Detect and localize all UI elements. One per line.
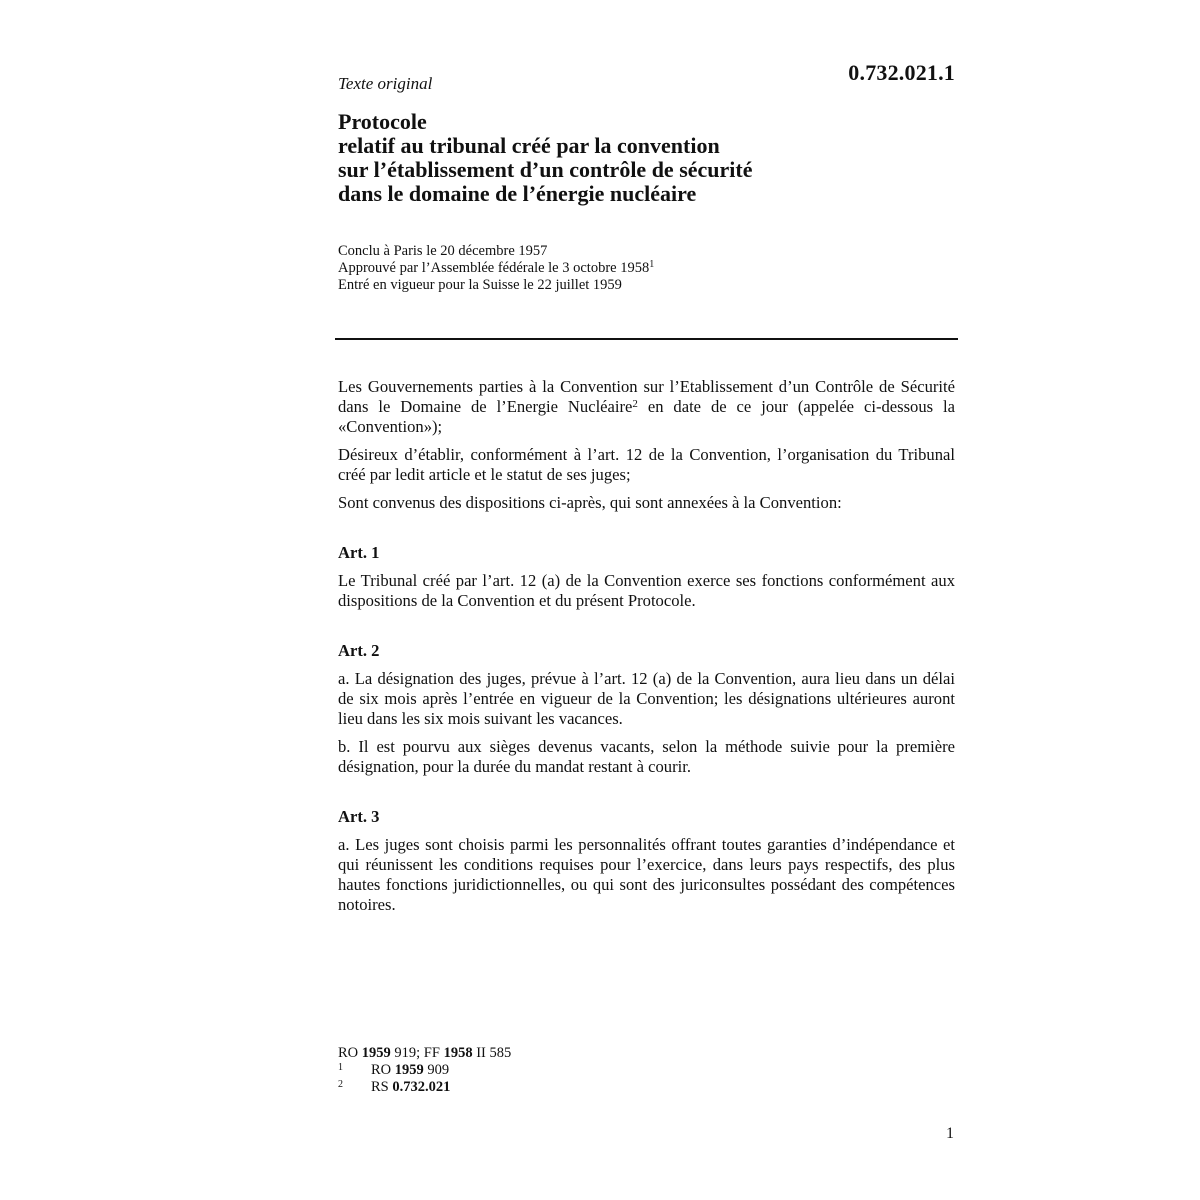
section-divider bbox=[335, 338, 958, 340]
title-line: Protocole bbox=[338, 109, 427, 134]
footnote-number: 2 bbox=[338, 1079, 343, 1090]
document-body bbox=[338, 377, 955, 923]
preamble-paragraph: Sont convenus des dispositions ci-après, qui sont annexées à la Convention: bbox=[338, 493, 842, 512]
article-2-paragraph-a: a. La désignation des juges, prévue à l’art. 12 (a) de la Convention, aura lieu dans un délai de six mois après l’entrée en vigueur de la Convention; les désignations ultérieures auront lieu dans les six mois suivant les vacances. bbox=[338, 669, 955, 728]
preamble-paragraph: Désireux d’établir, conformément à l’art. 12 de la Convention, l’organisation du Tribunal créé par ledit article et le statut de ses juges; bbox=[338, 445, 955, 484]
preamble-paragraph: Les Gouvernements parties à la Convention sur l’Etablissement d’un Contrôle de Sécurité dans le Domaine de l’Energie Nucléaire$^2$ en date de ce jour (appelée ci-dessous la «Convention»); bbox=[338, 377, 955, 436]
entry-into-force-date: Entré en vigueur pour la Suisse le 22 juillet 1959 bbox=[338, 277, 622, 293]
article-2-title: Art. 2 bbox=[338, 641, 380, 660]
footnote-2: 2 RS 0.732.021 bbox=[338, 1079, 511, 1096]
concluded-date: Conclu à Paris le 20 décembre 1957 bbox=[338, 243, 548, 259]
footnotes bbox=[338, 1045, 511, 1096]
page-number: 1 bbox=[946, 1125, 954, 1142]
document-metadata bbox=[338, 243, 654, 294]
footnote-ref[interactable]: 1 bbox=[649, 259, 655, 270]
approval-date: Approuvé par l’Assemblée fédérale le 3 octobre 1958$^1$ bbox=[338, 259, 655, 276]
title-line: sur l’établissement d’un contrôle de sécurité bbox=[338, 157, 753, 182]
sr-number: 0.732.021.1 bbox=[848, 60, 955, 85]
document-title bbox=[338, 110, 958, 206]
title-line: dans le domaine de l’énergie nucléaire bbox=[338, 181, 697, 206]
footnote-number: 1 bbox=[338, 1062, 343, 1073]
article-2-paragraph-b: b. Il est pourvu aux sièges devenus vacants, selon la méthode suivie pour la première désignation, pour la durée du mandat restant à courir. bbox=[338, 737, 955, 776]
title-line: relatif au tribunal créé par la convention bbox=[338, 133, 720, 158]
source-reference: RO 1959 919; FF 1958 II 585 bbox=[338, 1045, 512, 1061]
footnote-ref[interactable]: 2 bbox=[632, 398, 638, 410]
article-3-title: Art. 3 bbox=[338, 807, 380, 826]
article-1-title: Art. 1 bbox=[338, 543, 380, 562]
original-text-label: Texte original bbox=[338, 74, 433, 93]
article-3-paragraph-a: a. Les juges sont choisis parmi les personnalités offrant toutes garanties d’indépendance et qui réunissent les conditions requises pour l’exercice, dans leurs pays respectifs, des plus hautes fonctions juridictionnelles, ou qui sont des juriconsultes possédant des compétences notoires. bbox=[338, 835, 955, 914]
footnote-1: 1 RO 1959 909 bbox=[338, 1062, 511, 1079]
article-1-text: Le Tribunal créé par l’art. 12 (a) de la Convention exerce ses fonctions conformément aux dispositions de la Convention et du présent Protocole. bbox=[338, 571, 955, 610]
